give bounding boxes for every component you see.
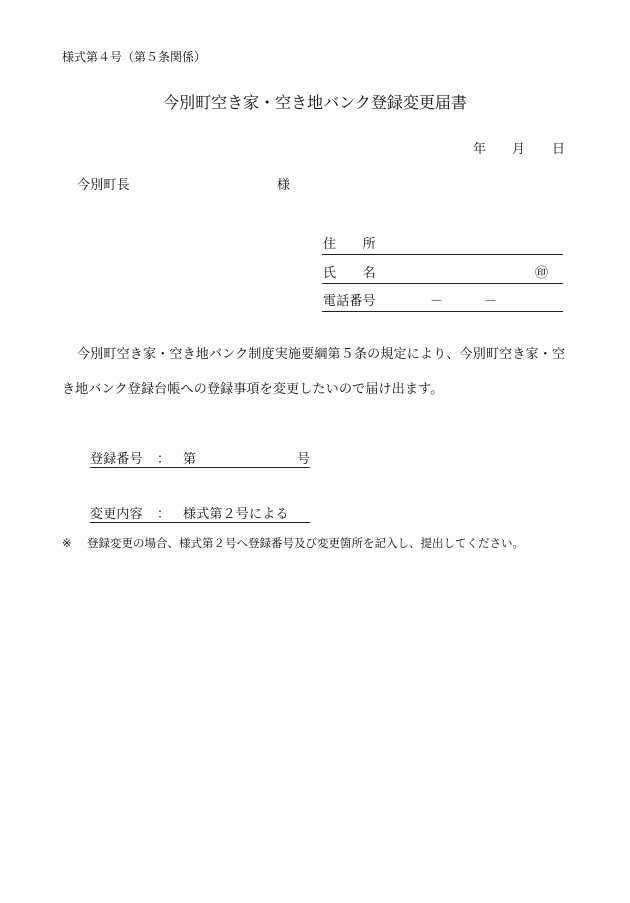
phone-underline [322,311,563,312]
address-label: 住 所 [323,237,376,252]
registration-number-prefix: 第 [183,452,197,467]
document-title: 今別町空き家・空き地バンク登録変更届書 [163,93,467,112]
note-mark: ※ [62,536,72,550]
registration-number-suffix: 号 [297,452,311,467]
phone-separator-1: － [430,294,444,309]
date-year-label: 年 [473,142,487,157]
addressee-honorific: 様 [277,178,291,193]
registration-number-colon: ： [157,452,171,467]
change-details-underline [90,522,310,523]
date-day-label: 日 [552,142,566,157]
change-details-value: 様式第２号による [183,507,289,522]
change-details-colon: ： [157,507,171,522]
body-line-2: き地バンク登録台帳への登録事項を変更したいので届け出ます。 [62,382,444,397]
addressee-name: 今別町長 [77,178,130,193]
phone-separator-2: － [484,294,498,309]
body-line-1: 今別町空き家・空き地バンク制度実施要綱第５条の規定により、今別町空き家・空 [77,347,566,362]
phone-label: 電話番号 [323,294,376,309]
registration-number-underline [90,467,310,468]
change-details-label: 変更内容 [90,507,143,522]
note-text: 登録変更の場合、様式第２号へ登録番号及び変更箇所を記入し、提出してください。 [87,536,524,550]
registration-number-label: 登録番号 [90,452,143,467]
address-underline [322,254,563,255]
name-label: 氏 名 [323,266,376,281]
date-month-label: 月 [512,142,526,157]
name-underline [322,283,563,284]
form-number: 様式第４号（第５条関係） [62,50,207,64]
seal-mark: ㊞ [535,266,549,281]
